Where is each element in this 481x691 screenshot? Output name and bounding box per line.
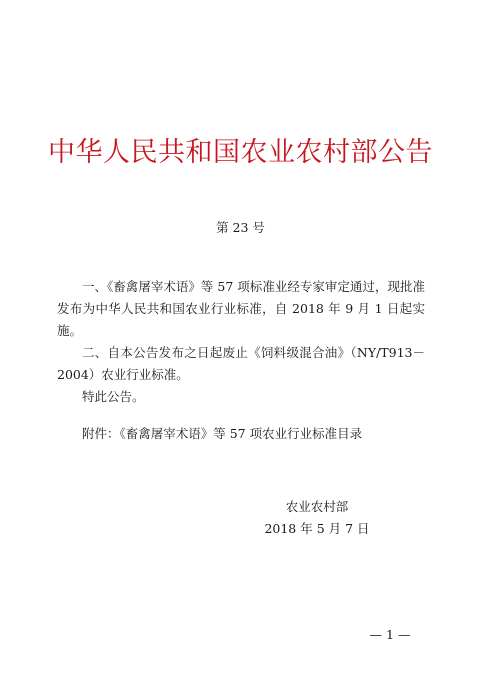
issuer-name: 农业农村部 [285, 499, 349, 514]
page-number: — 1 — [369, 627, 411, 642]
attachment-line: 附件：《畜禽屠宰术语》等 57 项农业行业标准目录 [82, 426, 363, 441]
body-paragraph-approval: 一、《畜禽屠宰术语》等 57 项标准业经专家审定通过，现批准发布为中华人民共和国农业行业标准，自 2018 年 9 月 1 日起实施。 [57, 279, 425, 338]
announcement-number: 第 23 号 [216, 220, 265, 235]
body-paragraph-repeal: 二、自本公告发布之日起废止《饲料级混合油》（NY/T913－2004）农业行业标准。 [57, 345, 425, 382]
announcement-title: 中华人民共和国农业农村部公告 [48, 137, 433, 168]
signature-block [262, 496, 372, 540]
body-paragraph-closing: 特此公告。 [82, 389, 145, 404]
announcement-body [57, 276, 425, 408]
issue-date: 2018 年 5 月 7 日 [264, 521, 370, 536]
